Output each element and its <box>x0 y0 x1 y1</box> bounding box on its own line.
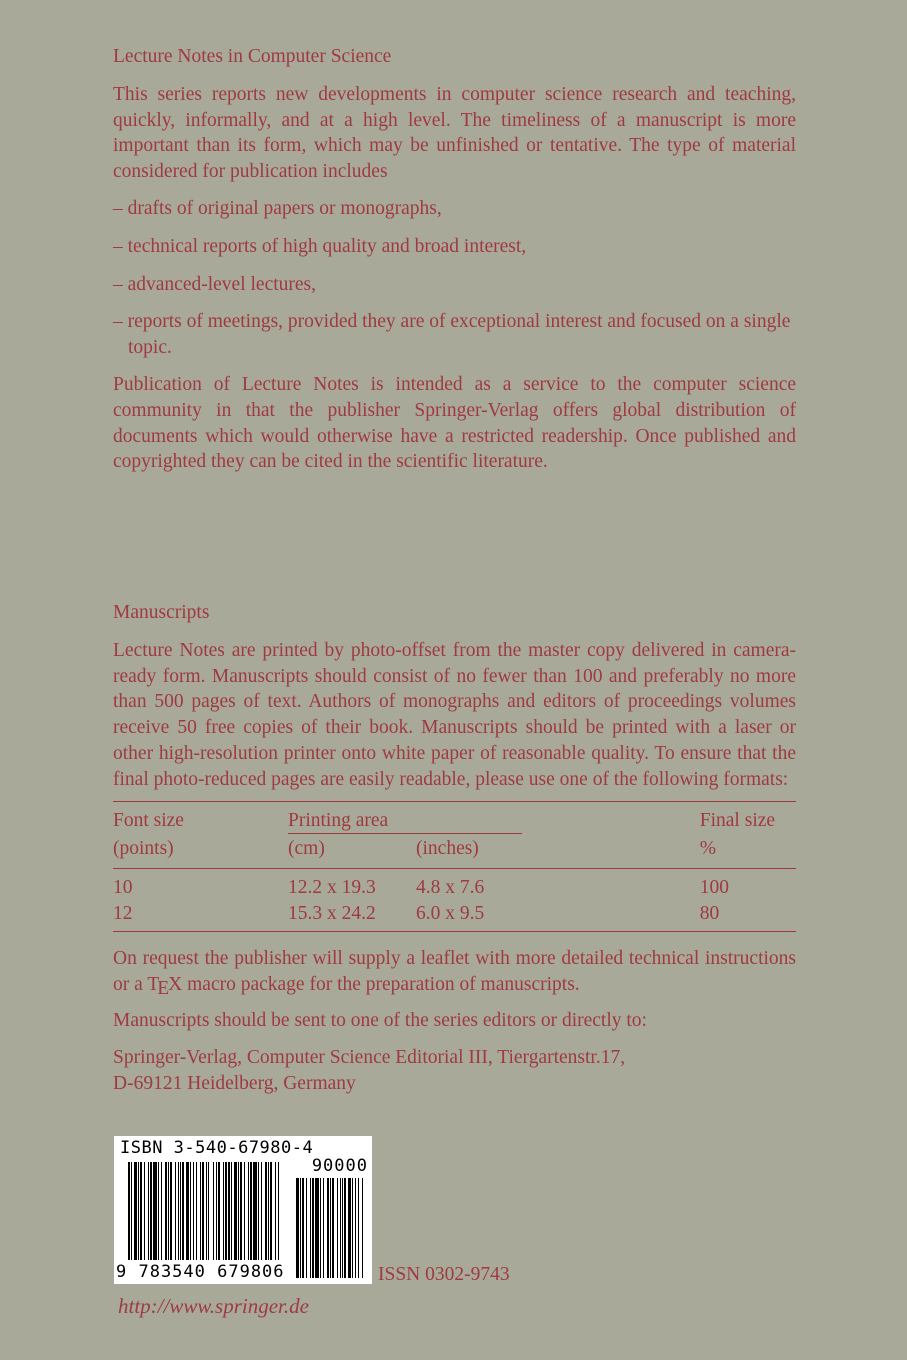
addon-bar <box>310 1178 311 1278</box>
barcode-bar <box>180 1162 181 1260</box>
addon-bar <box>355 1178 356 1278</box>
barcode-bar <box>238 1162 239 1260</box>
barcode-bar <box>275 1162 276 1260</box>
list-item: – technical reports of high quality and broad interest, <box>113 235 527 257</box>
barcode-bar <box>216 1162 217 1260</box>
barcode-bar <box>165 1162 167 1260</box>
col-final-unit: % <box>699 838 717 860</box>
addon-bar <box>327 1178 329 1278</box>
addon-bar <box>348 1178 351 1278</box>
cell-font: 10 <box>113 877 133 899</box>
barcode-bar <box>128 1162 130 1260</box>
addon-bar <box>306 1178 307 1278</box>
cell-font: 12 <box>113 902 133 924</box>
barcode-bar <box>244 1162 245 1260</box>
barcode-bar <box>202 1162 204 1260</box>
barcode-bar <box>140 1162 142 1260</box>
barcode-bar <box>190 1162 191 1260</box>
publication-paragraph: Publication of Lecture Notes is intended as a service to the computer science community in that the publisher Springer-Verlag offers global distribution of documents which would otherwise have a restricted readership. Once published and copyrighted they can be cited in the scientific literature. <box>113 373 796 473</box>
barcode-bar <box>131 1162 132 1260</box>
list-item: – advanced-level lectures, <box>113 273 317 295</box>
addon-bar <box>323 1178 324 1278</box>
addon-bar <box>315 1178 319 1278</box>
request-paragraph <box>113 946 796 998</box>
col-cm: (cm) <box>288 838 325 860</box>
publisher-address <box>113 1045 796 1097</box>
barcode-bar <box>218 1162 220 1260</box>
addon-bar <box>330 1178 331 1278</box>
addon-bar <box>332 1178 334 1278</box>
barcode-bar <box>213 1162 214 1260</box>
addon-bar <box>342 1178 343 1278</box>
barcode-bar <box>250 1162 252 1260</box>
series-intro: This series reports new developments in computer science research and teaching, quickly, informally, and at a high level. The timeliness of a manuscript is more important than its form, which may be unfinished or tentative. The type of material considered for publication includes <box>113 83 796 183</box>
address-line: D-69121 Heidelberg, Germany <box>113 1072 356 1094</box>
addon-bar <box>337 1178 338 1278</box>
manuscripts-heading: Manuscripts <box>113 602 210 623</box>
col-printing-area <box>288 801 700 834</box>
addon-bar <box>358 1178 359 1278</box>
barcode-bar <box>134 1162 137 1260</box>
material-list <box>113 196 796 361</box>
barcode-bar <box>186 1162 189 1260</box>
cell-cm: 12.2 x 19.3 <box>288 877 376 899</box>
col-font-unit: (points) <box>113 838 174 860</box>
addon-bar <box>302 1178 304 1278</box>
barcode-bar <box>270 1162 272 1260</box>
list-item: – drafts of original papers or monographs, <box>113 197 442 219</box>
isbn-barcode <box>114 1136 372 1284</box>
printing-area-label: Printing area <box>288 808 522 835</box>
cell-final: 100 <box>699 877 730 899</box>
manuscripts-body: Lecture Notes are printed by photo-offset from the master copy delivered in camera-ready form. Manuscripts should consist of no fewer than 100 and preferably no more than 500 pages of text. Authors of monographs and editors of proceedings volumes receive 50 free copies of their book. Manuscripts should be printed with a laser or other high-resolution printer onto white paper of reasonable quality. To ensure that the final photo-reduced pages are easily readable, please use one of the following formats: <box>113 639 796 790</box>
barcode-bar <box>268 1162 269 1260</box>
col-font-size: Font size <box>113 809 184 831</box>
series-heading: Lecture Notes in Computer Science <box>113 46 392 67</box>
isbn-label: ISBN 3-540-67980-4 <box>120 1138 314 1158</box>
barcode-bar <box>265 1162 267 1260</box>
publisher-url[interactable]: http://www.springer.de <box>118 1294 309 1318</box>
barcode-bar <box>182 1162 184 1260</box>
addon-bar <box>320 1178 321 1278</box>
cell-final: 80 <box>699 902 720 924</box>
manuscripts-section <box>113 600 796 1097</box>
barcode-bar <box>231 1162 232 1260</box>
cell-cm: 15.3 x 24.2 <box>288 902 376 924</box>
table-row <box>113 869 796 901</box>
barcode-bar <box>158 1162 159 1260</box>
barcode-bar <box>178 1162 179 1260</box>
address-line: Springer-Verlag, Computer Science Editorial III, Tiergartenstr.17, <box>113 1047 626 1069</box>
addon-bar <box>312 1178 314 1278</box>
addon-bar <box>296 1178 299 1278</box>
barcode-bar <box>208 1162 209 1260</box>
table-row <box>113 901 796 931</box>
addon-bar <box>352 1178 353 1278</box>
cell-inches: 6.0 x 9.5 <box>416 902 485 924</box>
barcode-bar <box>170 1162 172 1260</box>
addon-bar <box>300 1178 301 1278</box>
barcode-bar <box>234 1162 237 1260</box>
barcode-bar <box>258 1162 259 1260</box>
request-text-end: macro package for the preparation of manuscripts. <box>187 973 580 995</box>
barcode-bar <box>148 1162 149 1260</box>
formats-table <box>113 801 796 932</box>
barcode-bar <box>168 1162 169 1260</box>
barcode-bar <box>228 1162 230 1260</box>
barcode-bar <box>153 1162 157 1260</box>
col-final-size: Final size <box>699 809 776 831</box>
barcode-bar <box>225 1162 227 1260</box>
barcode-bar <box>200 1162 201 1260</box>
barcode-bar <box>253 1162 257 1260</box>
barcode-bar <box>175 1162 176 1260</box>
barcode-bar <box>223 1162 224 1260</box>
tex-logo: TEX <box>147 973 183 999</box>
issn: ISSN 0302-9743 <box>378 1264 510 1285</box>
send-instructions: Manuscripts should be sent to one of the series editors or directly to: <box>113 1010 647 1032</box>
addon-bar <box>340 1178 341 1278</box>
col-inches: (inches) <box>416 838 479 860</box>
list-item: – reports of meetings, provided they are of exceptional interest and focused on a single topic. <box>113 311 791 359</box>
request-text: On request the publisher will supply a leaflet with more detailed technical instructions or a <box>113 947 796 995</box>
barcode-bar <box>193 1162 194 1260</box>
ean-number: 9 783540 679806 <box>116 1262 285 1282</box>
barcode-bar <box>206 1162 207 1260</box>
price-code: 90000 <box>311 1156 368 1176</box>
barcode-bar <box>248 1162 249 1260</box>
barcode-bar <box>261 1162 262 1260</box>
addon-bar <box>362 1178 363 1278</box>
barcode-bar <box>196 1162 197 1260</box>
barcode-bar <box>138 1162 139 1260</box>
barcode-bar <box>278 1162 279 1260</box>
series-section <box>113 44 796 475</box>
barcode-bar <box>240 1162 242 1260</box>
barcode-bar <box>161 1162 162 1260</box>
barcode-bar <box>144 1162 145 1260</box>
cell-inches: 4.8 x 7.6 <box>416 877 485 899</box>
barcode-bar <box>150 1162 152 1260</box>
addon-bar <box>344 1178 346 1278</box>
